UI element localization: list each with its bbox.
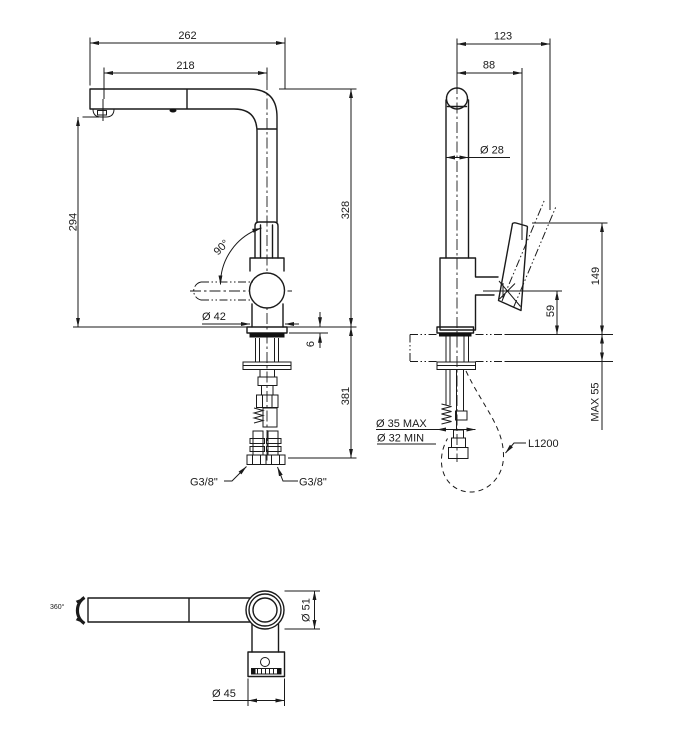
dim-59-label: 59 [545,304,557,318]
handle-ball-joint [250,273,285,308]
dim-123-label: 123 [493,30,513,43]
hose-guide [263,408,277,427]
front-view [68,30,357,489]
countertop-extension [506,335,613,362]
handle-grip-strip [252,669,282,675]
hose-spring [254,408,263,423]
side-extension-lines-top [457,39,550,241]
dim-294-label: 294 [67,212,80,232]
dim-90-label: 90° [211,237,232,258]
hose-connector-1 [454,430,464,438]
l1200-leader [506,443,527,453]
mount-block [258,377,277,386]
dim-51-label: Ø 51 [300,598,313,622]
hose-nut-left [247,455,266,465]
g38-right-label: G3/8" [299,476,327,489]
handle-neck-top [252,624,279,652]
g38-left-label: G3/8" [190,476,218,489]
l1200-label: L1200 [528,438,559,450]
hose-right-band2 [267,447,282,452]
countertop-phantom [410,335,506,362]
dim-28-label: Ø 28 [480,144,504,157]
hose-spring-side [442,404,452,424]
spout-top-view [88,598,250,622]
hose-connector-3 [449,448,469,459]
joint-outer-circle [246,591,284,629]
dim-6-label: 6 [305,340,317,348]
base-gasket-side [439,333,472,337]
hose-right-band1 [267,439,282,444]
dim-218-label: 218 [176,60,195,72]
dim-32min-label: Ø 32 MIN [377,432,425,445]
base-gasket-front [250,333,285,338]
side-view [376,31,613,493]
swivel-arrow [77,598,84,624]
dim-262-label: 262 [178,30,197,42]
spout-outline [90,89,277,222]
g38-left-leader [224,467,247,482]
dim-328-label: 328 [340,200,352,220]
dim-381-label: 381 [340,386,352,406]
handle-lever-front [255,222,278,258]
handle-button [261,658,270,667]
pullout-hose-loop [441,371,503,492]
grip-ticks [258,669,274,675]
joint-ring [249,594,281,626]
body-side [440,258,498,330]
top-view [50,591,320,706]
spray-button [170,109,177,113]
hose-nut-right [266,455,285,465]
dim-35max-label: Ø 35 MAX [376,418,427,430]
hose-left-band1 [250,439,265,444]
dim-42-label: Ø 42 [202,311,226,323]
dim-max55-label: MAX 55 [589,382,602,422]
hose-left-band2 [250,447,265,452]
g38-right-leader [278,467,299,481]
grip-end-left [252,669,256,675]
dim-45-label: Ø 45 [212,688,236,700]
grip-end-right [277,669,281,675]
dim-149-label: 149 [590,266,602,286]
dim-360-label: 360° [50,604,65,611]
hose-connector-2 [452,438,466,448]
front-extension-lines-right [73,89,357,458]
dim-88-label: 88 [482,59,496,72]
aerator-insert [98,111,107,116]
joint-inner-circle [253,598,277,622]
